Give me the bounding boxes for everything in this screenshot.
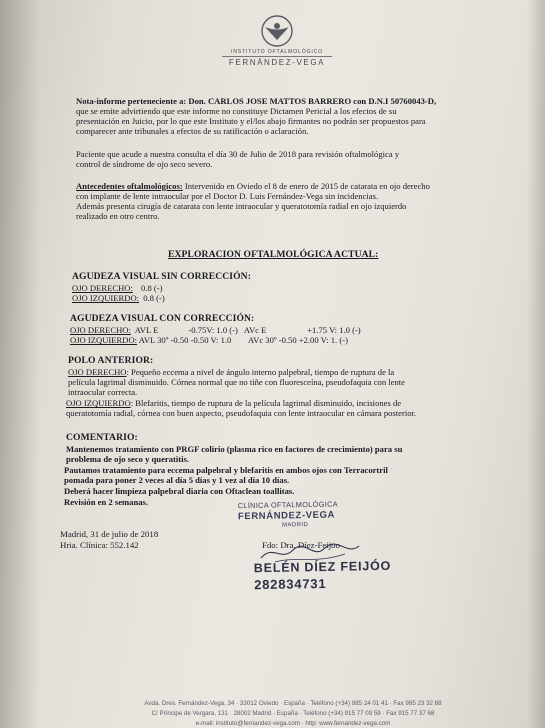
comentario-line-1: Mantenemos tratamiento con PRGF colirio (plasma rico en factores de crecimiento) para su — [66, 444, 403, 454]
polo-oi-text-1: : Blefaritis, tiempo de ruptura de la película lagrimal disminuido, incisiones de — [130, 398, 402, 408]
polo-oi-line-1 — [66, 398, 401, 408]
antecedentes-label: Antecedentes oftalmológicos: — [76, 181, 183, 191]
intro-line-3: presentación en Juicio, por lo que este Instituto y el/los abajo firmantes no podrán ser propuestos para — [76, 116, 426, 126]
polo-title: POLO ANTERIOR: — [68, 355, 154, 366]
av-con-oi-values: AVL 30º -0.50 -0.50 V: 1.0 AVc 30º -0.50 +2.00 V: 1. (-) — [137, 335, 348, 345]
comentario-line-5: Deberá hacer limpieza palpebral diaria con Oftaclean toallitas. — [64, 486, 295, 496]
av-con-oi-label: OJO IZQUIERDO: — [70, 335, 138, 345]
antecedentes-line-3: Además presenta cirugía de catarata con lente intraocular y queratotomía radial en ojo izquierdo — [76, 201, 407, 211]
av-sin-oi-value: 0.8 (-) — [143, 293, 165, 303]
av-sin-oi-label: OJO IZQUIERDO: — [72, 293, 140, 303]
footer-line-3: e-mail: instituto@fernandez-vega.com · http: www.fernandez-vega.com — [195, 720, 391, 727]
logo-name-text: FERNÁNDEZ-VEGA — [222, 56, 332, 67]
logo-institute-text: INSTITUTO OFTALMOLÓGICO — [231, 49, 323, 55]
polo-oi-label: OJO IZQUIERDO — [66, 398, 131, 408]
place-date: Madrid, 31 de julio de 2018 — [60, 529, 159, 539]
institute-logo — [222, 12, 332, 74]
comentario-line-2: problema de ojo seco y queratitis. — [66, 454, 190, 464]
stamp-line-1: CLÍNICA OFTALMOLÓGICA — [237, 499, 339, 511]
polo-od-text-1: : Pequeño eccema a nivel de ángulo interno palpebral, tiempo de ruptura de la — [126, 367, 395, 377]
exploracion-title: EXPLORACION OFTALMOLÓGICA ACTUAL: — [168, 249, 379, 260]
polo-od-line-1 — [68, 367, 394, 377]
comentario-line-6: Revisión en 2 semanas. — [64, 497, 149, 507]
stamp-line-2: FERNÁNDEZ-VEGA — [237, 509, 336, 523]
comentario-line-3: Pautamos tratamiento para eccema palpebral y blefaritis en ambos ojos con Terracortril — [64, 465, 388, 475]
footer-line-2: C/ Príncipe de Vergara, 131 · 28002 Madrid · España · Teléfono (+34) 915 77 09 59 · Fax 915 77 37 68 — [151, 710, 435, 717]
av-sin-oi-row — [72, 293, 165, 303]
av-sin-od-value: 0.8 (-) — [141, 283, 163, 293]
stamp-line-3: MADRID — [282, 522, 309, 529]
doctor-stamp — [254, 559, 392, 592]
signed-by: Fdo: Dra. Díez-Feijoo — [262, 540, 340, 550]
antecedentes-line-4: realizado en otro centro. — [76, 211, 160, 221]
av-con-od-values: AVL E -0.75V: 1.0 (-) AVc E +1.75 V: 1.0 (-) — [134, 325, 361, 335]
page-footer — [58, 699, 528, 728]
av-con-od-label: OJO DERECHO: — [70, 325, 131, 335]
intro-line-2: que se emite advirtiendo que este informe no constituye Dictamen Pericial a los efectos de su — [76, 106, 397, 116]
doctor-stamp-name: BELÉN DÍEZ FEIJÓO — [253, 558, 392, 576]
intro-line-4: comparecer ante tribunales a efectos de su ratificación o aclaración. — [76, 126, 309, 136]
av-con-oi-row — [70, 335, 348, 345]
av-sin-od-row — [72, 283, 163, 293]
doctor-stamp-number: 282834731 — [254, 575, 327, 593]
footer-line-1: Avda. Dres. Fernández-Vega, 34 · 33012 Oviedo · España · Teléfono (+34) 985 24 01 41 · Fax 985 23 32 88 — [144, 700, 442, 707]
antecedentes-line-2: con implante de lente intraocular por el Doctor D. Luis Fernández-Vega sin incidencias. — [76, 191, 379, 201]
clinical-history-number: Hria. Clínica: 552.142 — [60, 540, 139, 550]
visit-line-1: Paciente que acude a nuestra consulta el día 30 de Julio de 2018 para revisión oftalmológica y — [76, 149, 400, 159]
page-shadow — [0, 0, 40, 728]
av-con-od-row — [70, 325, 361, 335]
comentario-line-4: pomada para poner 2 veces al día 5 días y 1 vez al día 10 días. — [64, 475, 290, 485]
av-con-title: AGUDEZA VISUAL CON CORRECCIÓN: — [70, 313, 255, 324]
polo-oi-line-2: queratotomía radial, córnea con buen aspecto, pseudofaquia con lente intraocular en cámara posterior. — [66, 408, 417, 418]
clinic-stamp — [234, 499, 385, 542]
visit-line-2: control de síndrome de ojo seco severo. — [76, 159, 213, 169]
polo-od-label: OJO DERECHO — [68, 367, 127, 377]
av-sin-od-label: OJO DERECHO: — [72, 283, 133, 293]
page-edge-shadow — [527, 0, 545, 728]
av-sin-title: AGUDEZA VISUAL SIN CORRECCIÓN: — [72, 271, 252, 282]
intro-line-1: Nota-informe perteneciente a: Don. CARLOS JOSE MATTOS BARRERO con D.N.I 50760043-D, — [76, 96, 437, 106]
eye-logo-icon — [260, 14, 294, 48]
antecedentes-text-1: Intervenido en Oviedo el 8 de enero de 2015 de catarata en ojo derecho — [182, 181, 430, 191]
comentario-title: COMENTARIO: — [66, 432, 138, 443]
polo-od-line-3: intraocular correcta. — [68, 387, 138, 397]
polo-od-line-2: película lagrimal disminuido. Córnea normal que no tiñe con fluoresceína, pseudofaquia con lente — [68, 377, 405, 387]
antecedentes-line-1 — [76, 181, 430, 191]
